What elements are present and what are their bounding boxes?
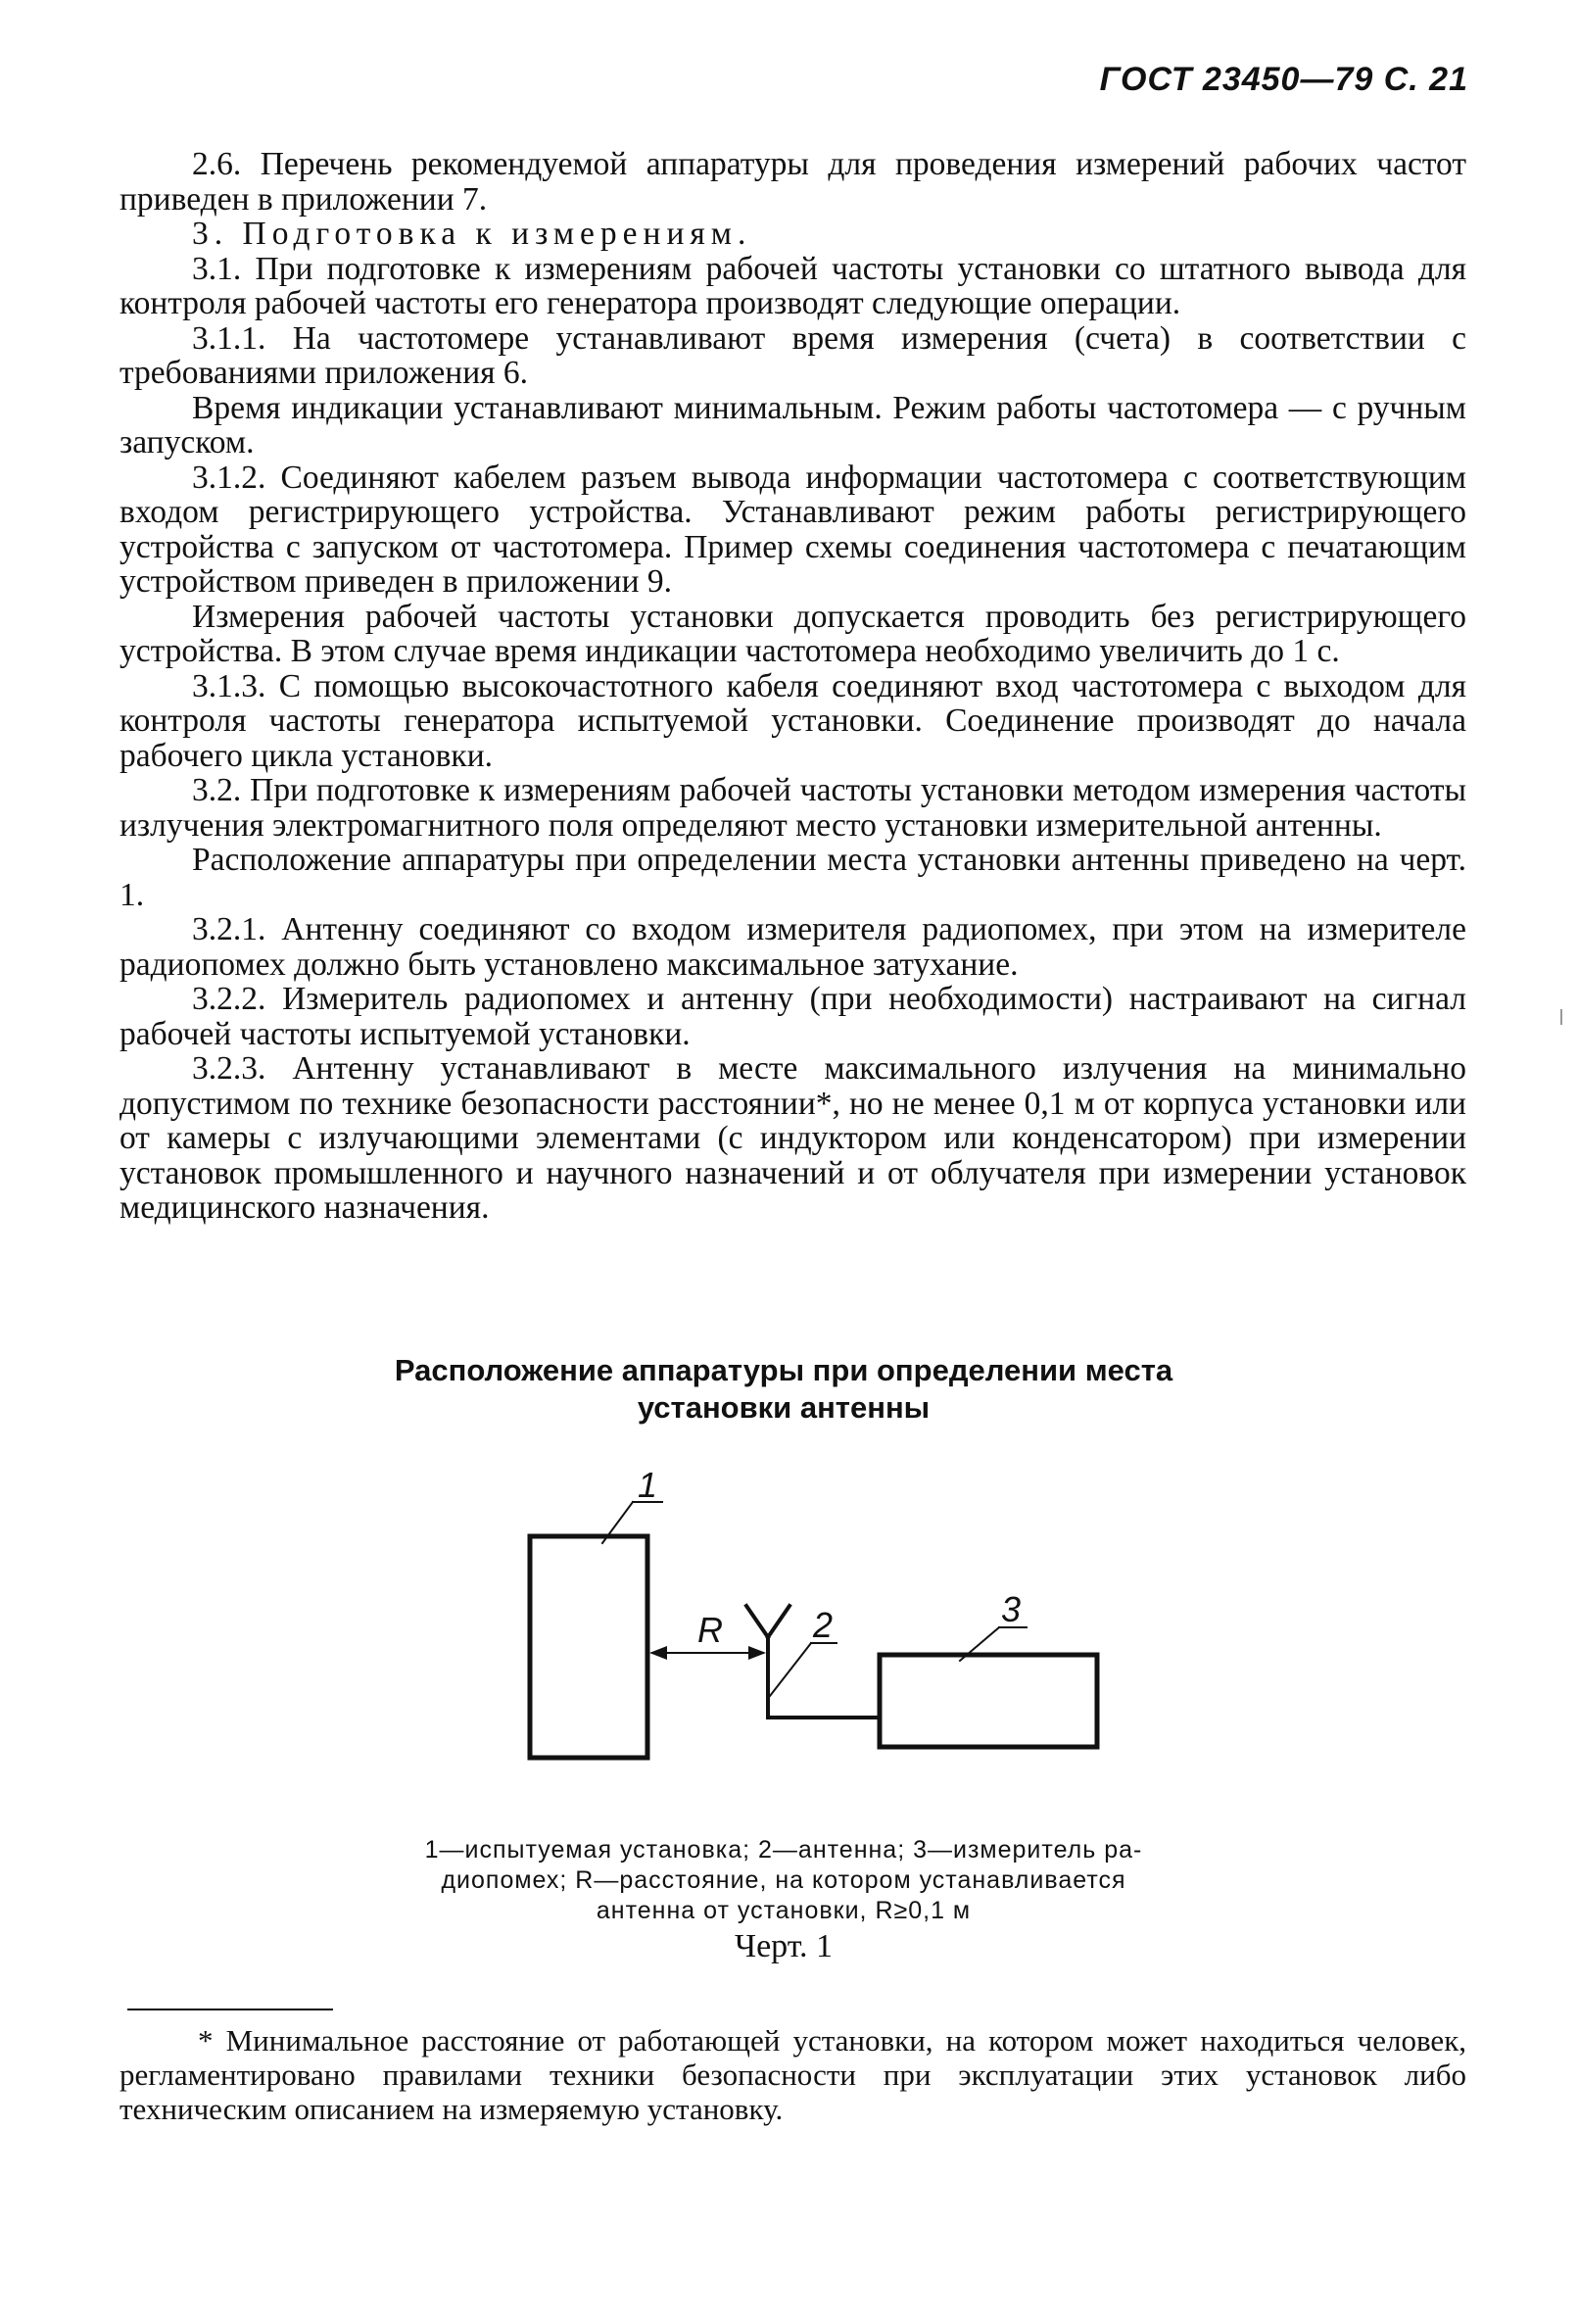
paragraph-3-2-3: 3.2.3. Антенну устанавливают в месте максимального излучения на минимально допустимом по технике безопасности расстоянии*, но не менее 0,1 м от корпуса установки или от камеры с излучающими элементами (с индуктором или конденсатором) при измерении установок промышленного и научного назначений и от облучателя при измерении установок медицинского назначения. (120, 1050, 1466, 1226)
figure-caption (294, 1835, 1273, 1926)
figure-title (294, 1352, 1273, 1427)
paragraph-3-1-1: 3.1.1. На частотомере устанавливают время измерения (счета) в соответствии с требованиями приложения 6. (120, 319, 1466, 391)
paragraph-no-recorder: Измерения рабочей частоты установки допускается проводить без регистрирующего устройства. В этом случае время индикации частотомера необходимо увеличить до 1 с. (120, 598, 1466, 669)
figure-title-line-2: установки антенны (637, 1390, 931, 1425)
paragraph-2-6: 2.6. Перечень рекомендуемой аппаратуры для проведения измерений рабочих частот приведен в приложении 7. (120, 146, 1466, 218)
paragraph-3-2: 3.2. При подготовке к измерениям рабочей частоты установки методом измерения частоты излучения электромагнитного поля определяют место установки измерительной антенны. (120, 772, 1466, 844)
figure-label: Черт. 1 (734, 1928, 834, 1964)
figure-title-line-1: Расположение аппаратуры при определении места (394, 1353, 1173, 1387)
paragraph-3-2-2: 3.2.2. Измеритель радиопомех и антенну (при необходимости) настраивают на сигнал рабочей частоты испытуемой установки. (120, 981, 1466, 1052)
interference-meter-box (880, 1655, 1097, 1747)
device-under-test-box (530, 1536, 647, 1758)
antenna-symbol (746, 1606, 789, 1718)
paragraph-indication-time: Время индикации устанавливают минимальным. Режим работы частотомера — с ручным запуском. (120, 389, 1466, 460)
dimension-arrow-right (748, 1646, 766, 1660)
paragraph-3-1-3: 3.1.3. С помощью высокочастотного кабеля соединяют вход частотомера с выходом для контроля частоты генератора испытуемой установки. Соединение производят до начала рабочего цикла установки. (120, 667, 1466, 774)
label-1: 1 (638, 1465, 658, 1505)
running-head: ГОСТ 23450—79 С. 21 (1099, 61, 1468, 98)
paragraph-3-1-2: 3.1.2. Соединяют кабелем разъем вывода информации частотомера с соответствующим входом регистрирующего устройства. Устанавливают режим работы регистрирующего устройства с запуском от частотомера. Пример схемы соединения частотомера с печатающим устройством приведен в приложении 9. (120, 459, 1466, 600)
label-2: 2 (813, 1605, 834, 1645)
label-3: 3 (1001, 1589, 1022, 1629)
dimension-arrow-left (649, 1646, 667, 1660)
caption-line-1: 1—испытуемая установка; 2—антенна; 3—измеритель ра- (424, 1836, 1143, 1864)
paragraph-3-2-1: 3.2.1. Антенну соединяют со входом измерителя радиопомех, при этом на измерителе радиопомех должно быть установлено максимальное затухание. (120, 911, 1466, 983)
margin-mark (1560, 1009, 1562, 1025)
footnote-text: * Минимальное расстояние от работающей установки, на котором может находиться человек, регламентировано правилами техники безопасности при эксплуатации этих установок либо техническим описанием на измеряемую установку. (120, 2023, 1466, 2126)
section-heading-3: 3. Подготовка к измерениям. (192, 216, 752, 252)
footnote-divider (127, 2009, 333, 2010)
label-distance: R (697, 1610, 723, 1650)
equipment-layout-diagram (490, 1465, 1175, 1817)
footnote (120, 2023, 1466, 2126)
paragraph-3-1: 3.1. При подготовке к измерениям рабочей частоты установки со штатного вывода для контроля рабочей частоты его генератора производят следующие операции. (120, 250, 1466, 321)
leader-line-2 (770, 1643, 811, 1696)
caption-line-3: антенна от установки, R≥0,1 м (596, 1897, 972, 1924)
body-text (120, 147, 1466, 1226)
caption-line-2: диопомех; R—расстояние, на котором устанавливается (441, 1866, 1126, 1894)
paragraph-layout-ref: Расположение аппаратуры при определении места установки антенны приведено на черт. 1. (120, 842, 1466, 913)
